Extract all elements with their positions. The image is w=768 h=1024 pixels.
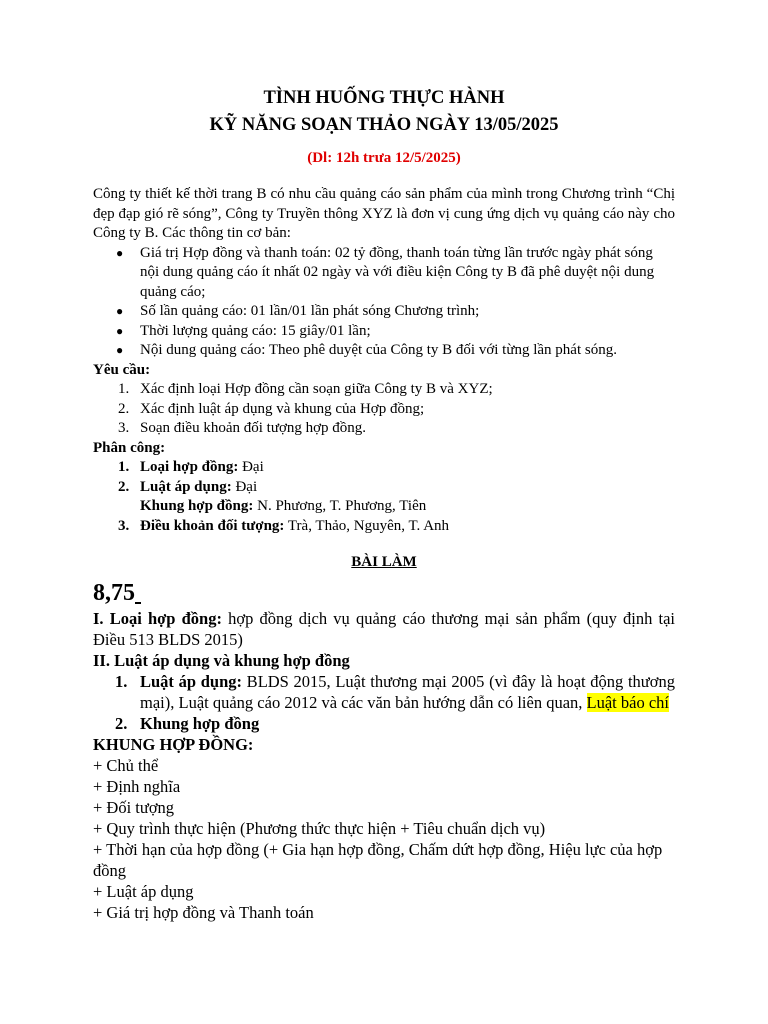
requirements-heading: Yêu cầu: — [93, 361, 151, 378]
bullet-icon: ● — [116, 323, 124, 338]
section2-heading: II. Luật áp dụng và khung hợp đồng — [93, 651, 350, 670]
section1-paragraph: I. Loại hợp đồng: hợp đồng dịch vụ quảng cáo thương mại sản phẩm (quy định tại Điều 513 BLDS 2015) — [93, 609, 675, 649]
deadline-note: (Dl: 12h trưa 12/5/2025) — [307, 150, 461, 166]
frame-heading: KHUNG HỢP ĐỒNG: — [93, 735, 254, 754]
assignment-heading: Phân công: — [93, 439, 166, 456]
frame-item: 2. Khung hợp đồng — [115, 714, 260, 733]
frame-item-line: + Luật áp dụng — [93, 882, 194, 901]
frame-item-line: + Thời hạn của hợp đồng (+ Gia hạn hợp đồng, Chấm dứt hợp đồng, Hiệu lực của hợp đồng — [93, 840, 663, 880]
text-cursor — [135, 580, 141, 606]
frame-item-line: + Quy trình thực hiện (Phương thức thực hiện + Tiêu chuẩn dịch vụ) — [93, 819, 546, 838]
intro-paragraph: Công ty thiết kế thời trang B có nhu cầu quảng cáo sản phẩm của mình trong Chương trình “Chị đẹp đạp gió rẽ sóng”, Công ty Truyền thông XYZ là đơn vị cung ứng dịch vụ quảng cáo này cho Công ty B. Các thông tin cơ bản: — [93, 186, 675, 241]
highlighted-text: Luật báo chí — [586, 693, 669, 712]
info-item: ● Thời lượng quảng cáo: 15 giây/01 lần; — [140, 322, 675, 342]
info-item: ● Giá trị Hợp đồng và thanh toán: 02 tỷ đồng, thanh toán từng lần trước ngày phát sóng nội dung quảng cáo ít nhất 02 ngày và với điều kiện Công ty B đã phê duyệt nội dung quảng cáo; — [116, 244, 655, 300]
frame-item-line: + Chủ thể — [93, 756, 159, 775]
frame-item-line: + Giá trị hợp đồng và Thanh toán — [93, 903, 314, 922]
document-title-line2: KỸ NĂNG SOẠN THẢO NGÀY 13/05/2025 — [209, 115, 559, 135]
bullet-icon: ● — [116, 245, 124, 260]
document-title-line1: TÌNH HUỐNG THỰC HÀNH — [263, 88, 505, 108]
requirement-item: 1. Xác định loại Hợp đồng cần soạn giữa Công ty B và XYZ; — [118, 381, 493, 397]
bullet-icon: ● — [116, 304, 124, 318]
info-item: ● Nội dung quảng cáo: Theo phê duyệt của Công ty B đối với từng lần phát sóng. — [140, 341, 675, 361]
score-value: 8,75 — [93, 578, 675, 608]
frame-item-line: + Đối tượng — [93, 798, 175, 817]
section2-list — [93, 671, 675, 734]
info-item: ● Số lần quảng cáo: 01 lần/01 lần phát sóng Chương trình; — [140, 302, 675, 322]
requirement-item: 2. Xác định luật áp dụng và khung của Hợp đồng; — [118, 400, 425, 417]
assignment-list — [93, 458, 675, 536]
info-list — [93, 244, 675, 361]
assignment-item: 2. Luật áp dụng: Đại — [118, 478, 258, 495]
answer-heading: BÀI LÀM — [351, 554, 417, 570]
assignment-item: 3. Điều khoản đối tượng: Trà, Thảo, Nguyên, T. Anh — [118, 517, 450, 534]
bullet-icon: ● — [116, 343, 124, 357]
requirements-list — [93, 380, 675, 439]
frame-item-line: + Định nghĩa — [93, 777, 181, 796]
requirement-item: 3. Soạn điều khoản đối tượng hợp đồng. — [118, 420, 367, 436]
assignment-item: Khung hợp đồng: N. Phương, T. Phương, Tiên — [140, 498, 427, 514]
document-page — [93, 0, 675, 923]
law-item: 1. Luật áp dụng: BLDS 2015, Luật thương mại 2005 (vì đây là hoạt động thương mại), Luật quảng cáo 2012 và các văn bản hướng dẫn có liên quan, Luật báo chí — [115, 672, 675, 712]
assignment-item: 1. Loại hợp đồng: Đại — [118, 459, 264, 475]
